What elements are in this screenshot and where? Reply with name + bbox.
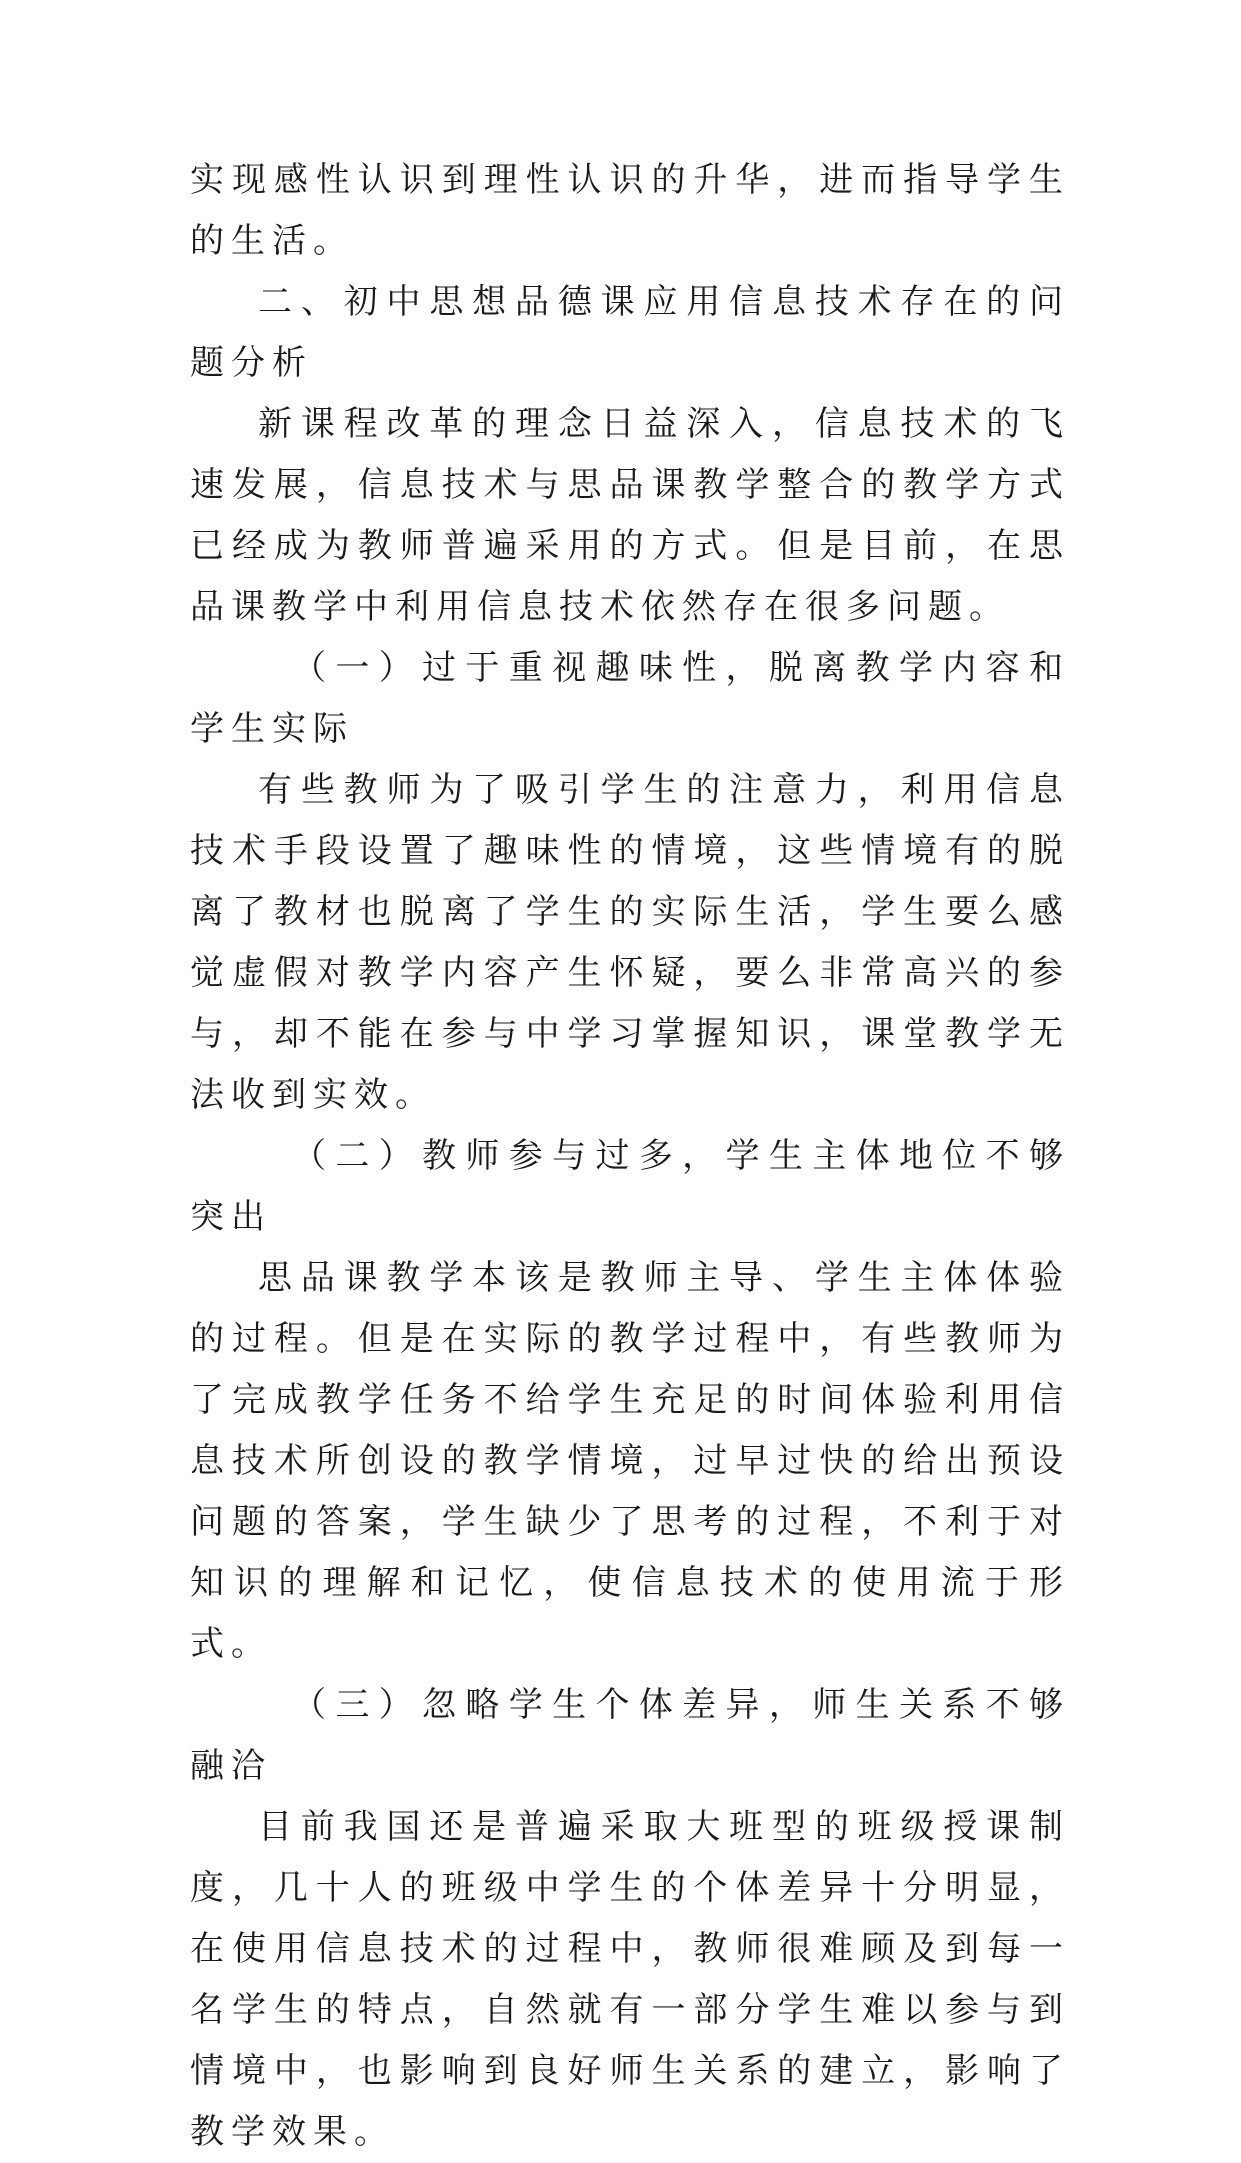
document-body <box>190 150 1070 2163</box>
subsection-heading-2: （二）教师参与过多，学生主体地位不够突出 <box>190 1136 1070 1237</box>
subsection-heading-3: （三）忽略学生个体差异，师生关系不够融洽 <box>190 1685 1070 1786</box>
paragraph: 有些教师为了吸引学生的注意力，利用信息技术手段设置了趣味性的情境，这些情境有的脱离了教材也脱离了学生的实际生活，学生要么感觉虚假对教学内容产生怀疑，要么非常高兴的参与，却不能在参与中学习掌握知识，课堂教学无法收到实效。 <box>190 770 1070 1115</box>
paragraph-continued: 实现感性认识到理性认识的升华，进而指导学生的生活。 <box>190 160 1070 261</box>
paragraph: 新课程改革的理念日益深入，信息技术的飞速发展，信息技术与思品课教学整合的教学方式已经成为教师普遍采用的方式。但是目前，在思品课教学中利用信息技术依然存在很多问题。 <box>190 404 1070 627</box>
subsection-heading-1: （一）过于重视趣味性，脱离教学内容和学生实际 <box>190 648 1070 749</box>
paragraph: 思品课教学本该是教师主导、学生主体体验的过程。但是在实际的教学过程中，有些教师为了完成教学任务不给学生充足的时间体验利用信息技术所创设的教学情境，过早过快的给出预设问题的答案，学生缺少了思考的过程，不利于对知识的理解和记忆，使信息技术的使用流于形式。 <box>190 1258 1070 1664</box>
section-heading: 二、初中思想品德课应用信息技术存在的问题分析 <box>190 282 1070 383</box>
paragraph: 目前我国还是普遍采取大班型的班级授课制度，几十人的班级中学生的个体差异十分明显，在使用信息技术的过程中，教师很难顾及到每一名学生的特点，自然就有一部分学生难以参与到情境中，也影响到良好师生关系的建立，影响了教学效果。 <box>190 1807 1070 2152</box>
